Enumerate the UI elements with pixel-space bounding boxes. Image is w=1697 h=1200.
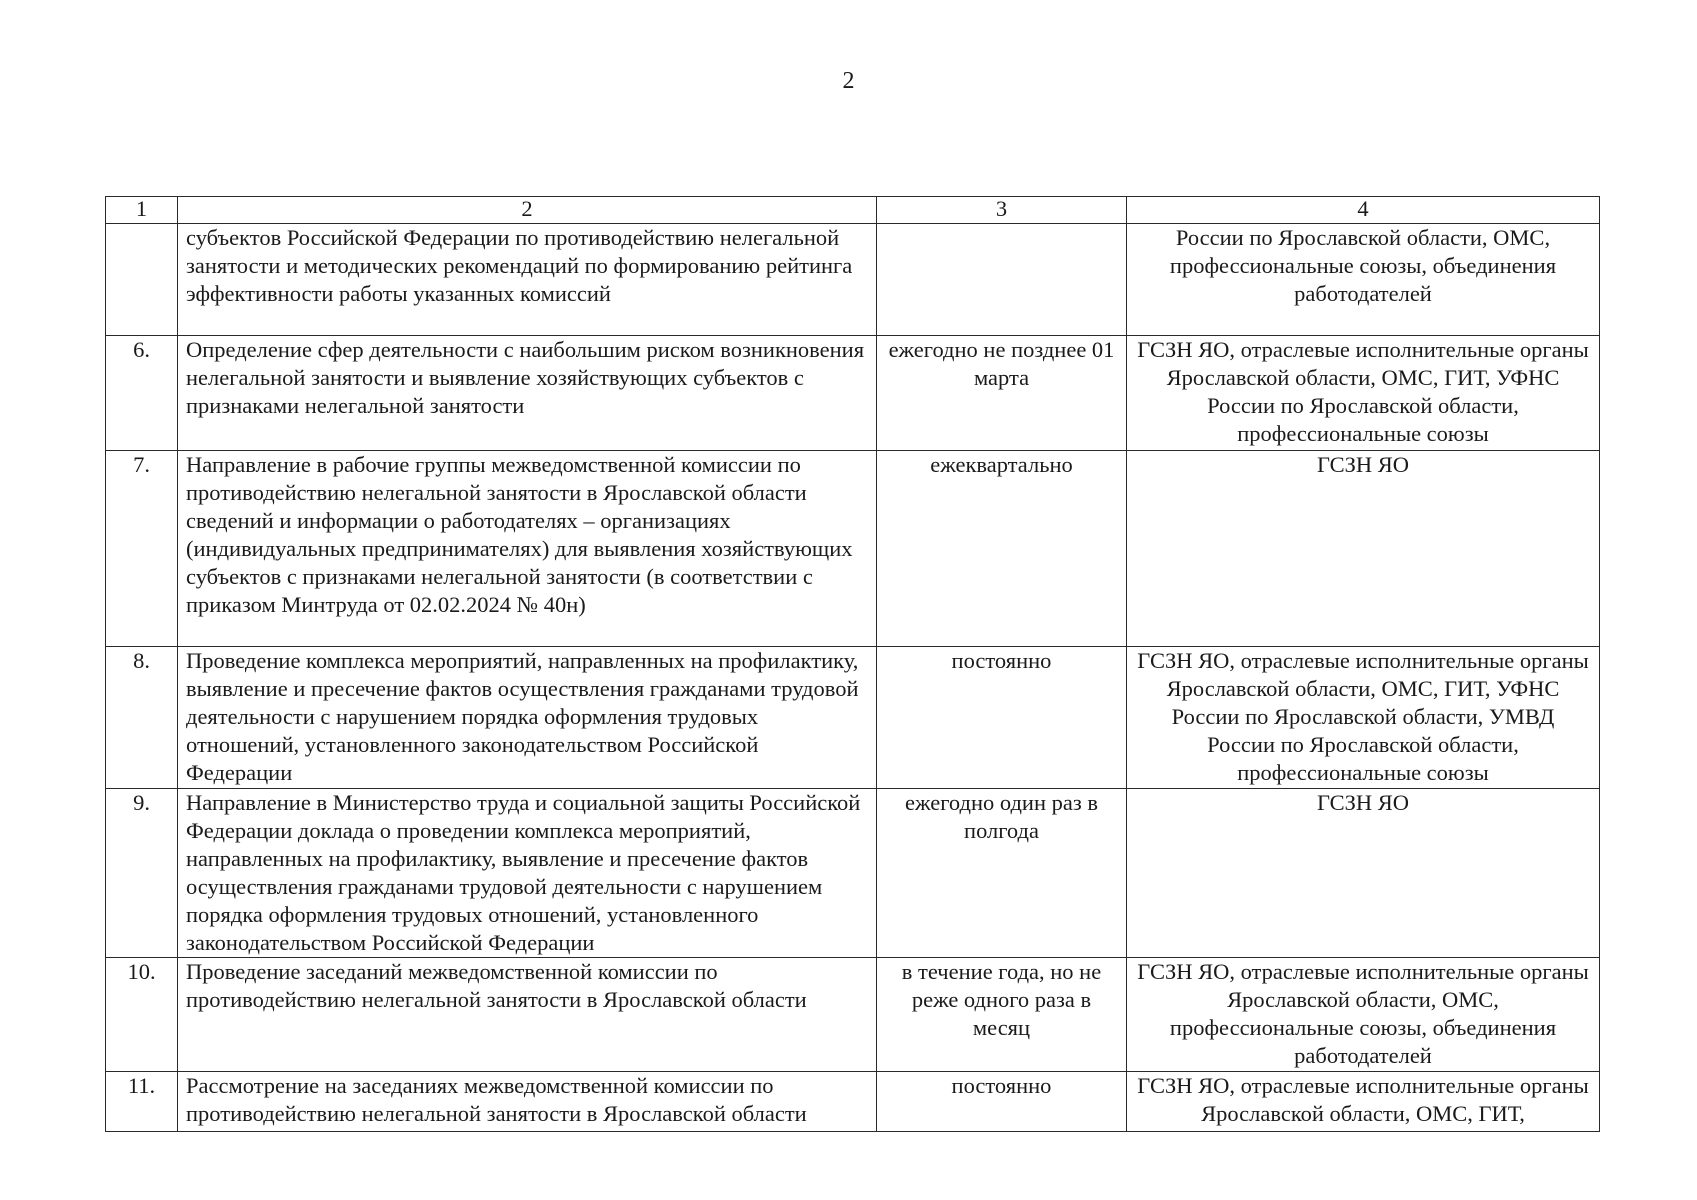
- header-col-1: 1: [106, 197, 178, 224]
- table-row: [106, 336, 1600, 451]
- table-row: [106, 789, 1600, 958]
- row-number: 7.: [106, 451, 178, 647]
- table-row: [106, 647, 1600, 789]
- row-number: 11.: [106, 1072, 178, 1132]
- table-row: [106, 224, 1600, 336]
- header-col-3: 3: [877, 197, 1127, 224]
- header-col-4: 4: [1127, 197, 1600, 224]
- row-description: Направление в рабочие группы межведомственной комиссии по противодействию нелегальной занятости в Ярославской области сведений и информации о работодателях – организациях (индивидуальных предпринимателях) для выявления хозяйствующих субъектов с признаками нелегальной занятости (в соответствии с приказом Минтруда от 02.02.2024 № 40н): [178, 451, 877, 647]
- row-number: [106, 224, 178, 336]
- row-responsible: ГСЗН ЯО, отраслевые исполнительные органы Ярославской области, ОМС, ГИТ, УФНС России по Ярославской области, УМВД России по Ярославской области, профессиональные союзы: [1127, 647, 1600, 789]
- row-description: Рассмотрение на заседаниях межведомственной комиссии по противодействию нелегальной занятости в Ярославской области: [178, 1072, 877, 1132]
- row-deadline: в течение года, но не реже одного раза в месяц: [877, 958, 1127, 1072]
- row-description: Определение сфер деятельности с наибольшим риском возникновения нелегальной занятости и выявление хозяйствующих субъектов с признаками нелегальной занятости: [178, 336, 877, 451]
- row-deadline: ежеквартально: [877, 451, 1127, 647]
- header-col-2: 2: [178, 197, 877, 224]
- row-responsible: ГСЗН ЯО, отраслевые исполнительные органы Ярославской области, ОМС, профессиональные союзы, объединения работодателей: [1127, 958, 1600, 1072]
- table-row: [106, 451, 1600, 647]
- row-number: 9.: [106, 789, 178, 958]
- row-description: субъектов Российской Федерации по противодействию нелегальной занятости и методических рекомендаций по формированию рейтинга эффективности работы указанных комиссий: [178, 224, 877, 336]
- row-deadline: постоянно: [877, 647, 1127, 789]
- row-responsible: ГСЗН ЯО: [1127, 789, 1600, 958]
- row-responsible: ГСЗН ЯО: [1127, 451, 1600, 647]
- row-number: 6.: [106, 336, 178, 451]
- row-number: 8.: [106, 647, 178, 789]
- row-deadline: ежегодно один раз в полгода: [877, 789, 1127, 958]
- row-deadline: [877, 224, 1127, 336]
- table-header-row: [106, 197, 1600, 224]
- page-number: 2: [842, 68, 855, 94]
- measures-table: [105, 196, 1600, 1132]
- row-responsible: ГСЗН ЯО, отраслевые исполнительные органы Ярославской области, ОМС, ГИТ, УФНС России по Ярославской области, профессиональные союзы: [1127, 336, 1600, 451]
- row-deadline: постоянно: [877, 1072, 1127, 1132]
- table-row: [106, 1072, 1600, 1132]
- row-description: Направление в Министерство труда и социальной защиты Российской Федерации доклада о проведении комплекса мероприятий, направленных на профилактику, выявление и пресечение фактов осуществления гражданами трудовой деятельности с нарушением порядка оформления трудовых отношений, установленного законодательством Российской Федерации: [178, 789, 877, 958]
- row-responsible: ГСЗН ЯО, отраслевые исполнительные органы Ярославской области, ОМС, ГИТ,: [1127, 1072, 1600, 1132]
- row-description: Проведение заседаний межведомственной комиссии по противодействию нелегальной занятости в Ярославской области: [178, 958, 877, 1072]
- row-number: 10.: [106, 958, 178, 1072]
- row-deadline: ежегодно не позднее 01 марта: [877, 336, 1127, 451]
- table-row: [106, 958, 1600, 1072]
- row-description: Проведение комплекса мероприятий, направленных на профилактику, выявление и пресечение фактов осуществления гражданами трудовой деятельности с нарушением порядка оформления трудовых отношений, установленного законодательством Российской Федерации: [178, 647, 877, 789]
- row-responsible: России по Ярославской области, ОМС, профессиональные союзы, объединения работодателей: [1127, 224, 1600, 336]
